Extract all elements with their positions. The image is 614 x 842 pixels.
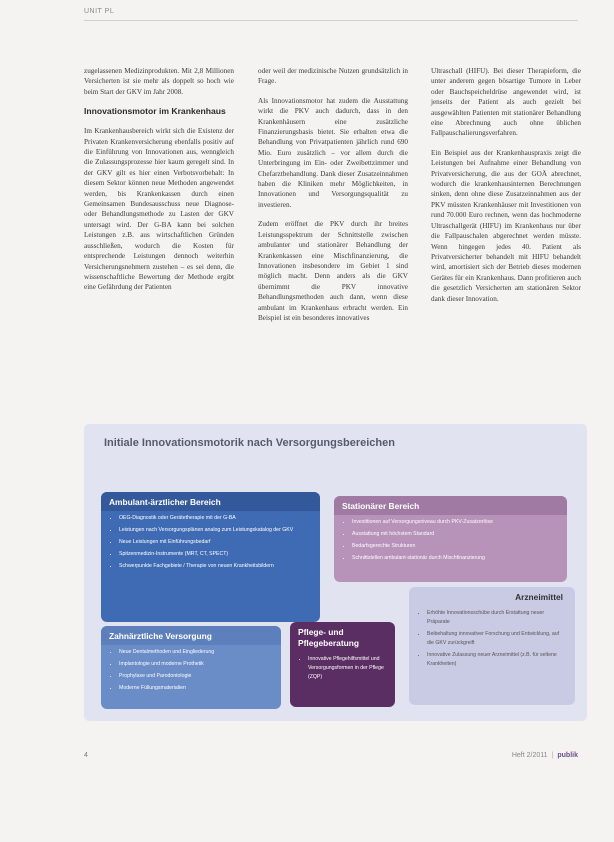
footer-issue	[512, 752, 578, 759]
zahnaerztlich-list	[101, 645, 281, 693]
list-item: • OEG-Diagnostik oder Gerätetherapie mit der G-BA	[119, 514, 312, 523]
paragraph: Ultraschall (HIFU). Bei dieser Therapieform, die unter anderem gegen bösartige Tumore in Leber oder Bauchspeicheldrüse angewendet wird, ist jenseits der Patient als auch gezielt bei ausgewählten Patienten mit stationärer Behandlung eine Abrechnung auch ohne üblichen Fallpauschalierungsverfahren.	[431, 67, 581, 138]
stationaer-list	[334, 515, 567, 563]
list-item: • Prophylaxe und Parodontologie	[119, 672, 273, 681]
stationaer-title: Stationärer Bereich	[334, 496, 567, 515]
list-item: • Innovative Pflegehilfsmittel und Versorgungsformen in der Pflege (ZQP)	[308, 655, 387, 682]
footer-separator: |	[551, 752, 554, 759]
arzneimittel-list	[409, 606, 575, 669]
stationaer-box	[334, 496, 567, 582]
brand-logo: publik	[557, 752, 578, 759]
text-column-2	[258, 66, 408, 332]
header-rule	[84, 20, 578, 21]
paragraph: Ein Beispiel aus der Krankenhauspraxis zeigt die Leistungen bei Aufnahme einer Behandlung von Privatversicherung, die aus der GOÄ abrechnet, wodurch die krankenhausinternen Berechnungen sinken, denn ohne diese Zusatzeinnahmen aus der PKV müssten Krankenhäuser mit Investitionen von rund 70.000 Euro rechnen, wenn das hochmoderne Ultraschallgerät (HIFU) im Krankenhaus nur über die Fallpauschalen abgerechnet werden müsste. Wenn hingegen jedes 40. Patient als Privatversicherter behandelt mit HIFU behandelt wird, amortisiert sich der Betrieb dieses modernen Gerätes für ein Krankenhaus. Dann profitieren auch die gesetzlich Versicherten am stationären Sektor dank dieser Innovation.	[431, 148, 581, 303]
pflege-box	[290, 622, 395, 707]
section-heading: Innovationsmotor im Krankenhaus	[84, 106, 226, 117]
text-column-3	[431, 66, 581, 313]
text-column-1	[84, 66, 234, 302]
list-item: • Innovative Zulassung neuer Arzneimittel (z.B. für seltene Krankheiten)	[427, 651, 567, 669]
pflege-title: Pflege- und Pflegeberatung	[298, 627, 359, 648]
ambulant-box	[101, 492, 320, 622]
arzneimittel-title: Arzneimittel	[515, 592, 563, 602]
list-item: • Schwerpunkte Fachgebiete / Therapie von neuen Krankheitsbildern	[119, 562, 312, 571]
pflege-list	[290, 652, 395, 682]
list-item: • Beibehaltung innovativer Forschung und Entwicklung, auf die GKV zurückgreift	[427, 630, 567, 648]
list-item: • Implantologie und moderne Prothetik	[119, 660, 273, 669]
ambulant-list	[101, 511, 320, 571]
issue-label: Heft 2/2011	[511, 752, 548, 759]
list-item: • Spitzenmedizin-Instrumente (MRT, CT, SPECT)	[119, 550, 312, 559]
list-item: • Bedarfsgerechte Strukturen	[352, 542, 559, 551]
ambulant-title: Ambulant-ärztlicher Bereich	[101, 492, 320, 511]
arzneimittel-box	[409, 587, 575, 705]
paragraph: zugelassenen Medizinprodukten. Mit 2,8 Millionen Versicherten ist sie mehr als doppelt so hoch wie beim Start der GKV im Jahr 2008.	[84, 67, 234, 96]
paragraph: Im Krankenhausbereich wirkt sich die Existenz der Privaten Krankenversicherung ebenfalls positiv auf die Einführung von Innovationen aus, wenngleich die Zulassungsprozesse hier kaum geregelt sind. In der GKV gilt es hier einen Verbotsvorbehalt: In diesem Sektor können neue Methoden angewendet werden, bis Krankenkassen durch einen Gemeinsamen Bundesausschuss neue Diagnose- oder Behandlungsmethode zu Lasten der GKV untersagt wird. Der G-BA kann bei solchen Leistungen z.B. aus wirtschaftlichen Gründen ausschließen, wodurch die Kosten für entsprechende Leistungen dennoch weiterhin Versicherungsnehmern zustehen – es sei denn, die wissenschaftliche Bewertung der Methode ergibt eine Gefährdung der Patienten	[84, 127, 234, 292]
list-item: • Investitionen auf Versorgungsniveau durch PKV-Zusatzerlöse	[352, 518, 559, 527]
paragraph: Zudem eröffnet die PKV durch ihr breites Leistungsspektrum der Schnittstelle zwischen ambulanter und stationärer Behandlung der Krankenkassen eine Mischfinanzierung, die Innovationen insbesondere im Gebiet 1 sind möglich macht. Denn anders als die GKV übernimmt die PKV innovative Behandlungsmethoden auch dann, wenn diese ambulant im Krankenhaus erbracht werden. Ein Beispiel ist ein besonderes innovatives	[258, 220, 408, 322]
zahnaerztlich-box	[101, 626, 281, 709]
infobox-title: Initiale Innovationsmotorik nach Versorgungsbereichen	[104, 437, 395, 449]
list-item: • Neue Leistungen mit Einführungsbedarf	[119, 538, 312, 547]
paragraph: oder weil der medizinische Nutzen grundsätzlich in Frage.	[258, 67, 408, 86]
zahnaerztlich-title: Zahnärztliche Versorgung	[101, 626, 281, 645]
list-item: • Schnittstellen ambulant-stationär durch Mischfinanzierung	[352, 554, 559, 563]
list-item: • Moderne Füllungsmaterialien	[119, 684, 273, 693]
list-item: • Neue Dentalmethoden und Eingliederung	[119, 648, 273, 657]
list-item: • Ausstattung mit höchstem Standard	[352, 530, 559, 539]
list-item: • Leistungen nach Versorgungsplänen analog zum Leistungskatalog der GKV	[119, 526, 312, 535]
list-item: • Erhöhte Innovationsschübe durch Erstattung neuer Präparate	[427, 609, 567, 627]
running-header: UNIT PL	[84, 8, 115, 15]
page-number: 4	[84, 752, 88, 759]
paragraph: Als Innovationsmotor hat zudem die Ausstattung wirkt die PKV auch dadurch, dass in den Krankenhäusern eine zusätzliche Finanzierungsbasis bietet. Sie erhalten etwa die Behandlung von Privatpatienten jährlich rund 690 Mio. Euro zusätzlich – vor allem durch die Unterbringung im Ein- oder Zweibettzimmer und Chefarztbehandlung. Dank dieser Zusatzeinnahmen haben die Kliniken mehr Möglichkeiten, in Innovationen und Versorgungsqualität zu investieren.	[258, 96, 408, 209]
infobox	[84, 424, 587, 721]
